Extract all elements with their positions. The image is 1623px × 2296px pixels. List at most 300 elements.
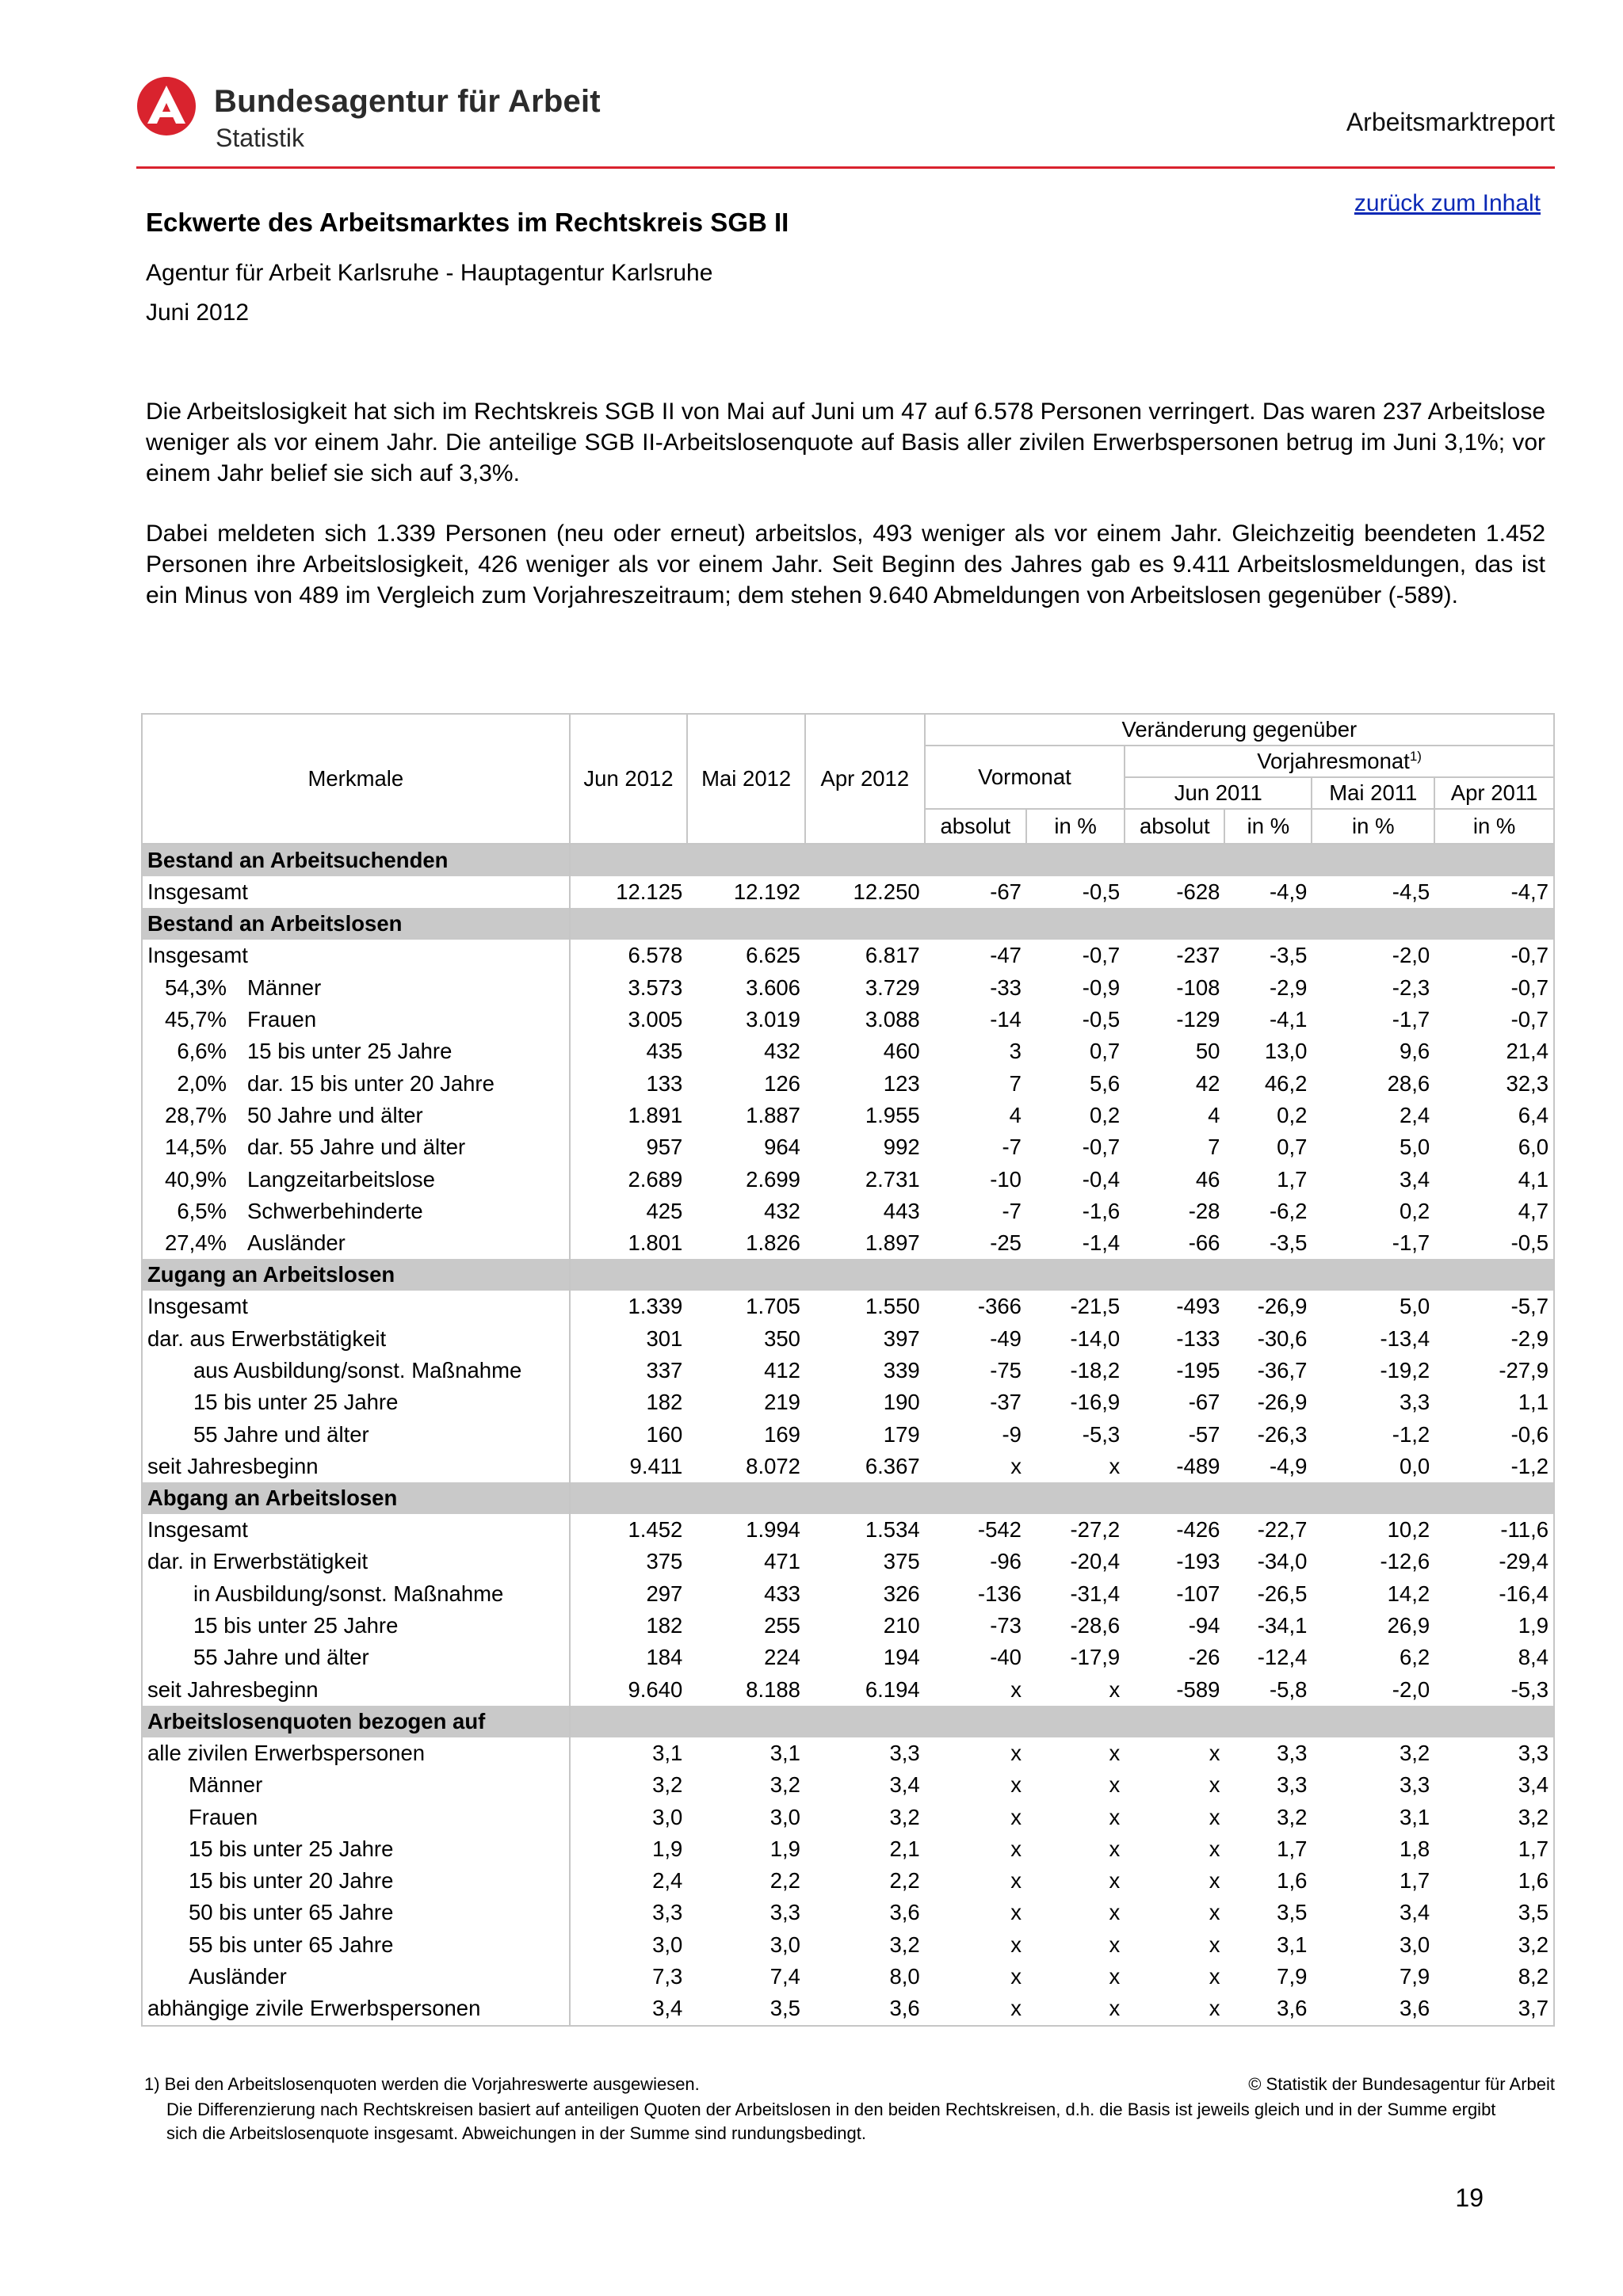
value-cell: 3.088 bbox=[865, 1007, 920, 1032]
value-cell: 12.125 bbox=[616, 879, 683, 905]
value-cell: 3,3 bbox=[889, 1740, 920, 1765]
value-cell: -5,7 bbox=[1434, 1291, 1554, 1322]
row-label-cell bbox=[142, 1546, 570, 1577]
table-row bbox=[142, 1801, 1554, 1833]
value-cell: 1.891 bbox=[628, 1102, 683, 1127]
page-header bbox=[136, 73, 1555, 170]
row-label-cell bbox=[142, 876, 570, 908]
section-row bbox=[142, 908, 1554, 940]
value-cell: -0,4 bbox=[1082, 1166, 1121, 1192]
table-row bbox=[142, 1833, 1554, 1865]
value-cell: x bbox=[1209, 1740, 1220, 1765]
value-cell: 1.801 bbox=[628, 1230, 683, 1256]
row-label: in Ausbildung/sonst. Maßnahme bbox=[193, 1581, 504, 1606]
value-cell: x bbox=[1109, 1900, 1121, 1925]
value-cell: -26,9 bbox=[1257, 1294, 1308, 1319]
col-header-mai-2011: Mai 2011 bbox=[1312, 777, 1434, 809]
value-cell: -2,3 bbox=[1392, 974, 1430, 1000]
value-cell: x bbox=[1209, 1900, 1220, 1925]
row-label: dar. in Erwerbstätigkeit bbox=[147, 1549, 369, 1574]
row-label-cell bbox=[142, 1961, 570, 1993]
value-cell: -34,1 bbox=[1257, 1613, 1308, 1638]
value-cell: 3,2 bbox=[1434, 1929, 1554, 1961]
table-row bbox=[142, 1610, 1554, 1642]
table-row bbox=[142, 1993, 1554, 2025]
value-cell: 5,0 bbox=[1399, 1294, 1430, 1319]
value-cell: 1.705 bbox=[746, 1294, 800, 1319]
value-cell: -57 bbox=[1188, 1421, 1220, 1447]
value-cell: -0,6 bbox=[1434, 1418, 1554, 1450]
value-cell: 3,4 bbox=[570, 1993, 688, 2025]
value-cell: x bbox=[925, 1993, 1026, 2025]
row-label: Langzeitarbeitslose bbox=[247, 1166, 435, 1192]
value-cell: x bbox=[1026, 1993, 1125, 2025]
value-cell: x bbox=[1010, 1676, 1022, 1702]
table-row bbox=[142, 1514, 1554, 1546]
value-cell: 1,8 bbox=[1399, 1836, 1430, 1861]
value-cell: x bbox=[1209, 1772, 1220, 1798]
value-cell: 3,0 bbox=[652, 1804, 683, 1829]
value-cell: -3,5 bbox=[1270, 1230, 1308, 1256]
table-row bbox=[142, 1035, 1554, 1067]
value-cell: 3,2 bbox=[1434, 1801, 1554, 1833]
value-cell: x bbox=[1109, 1453, 1121, 1478]
row-share-pct: 6,5% bbox=[177, 1198, 227, 1223]
value-cell: 3,1 bbox=[1399, 1804, 1430, 1829]
table-row bbox=[142, 1323, 1554, 1355]
value-cell: -11,6 bbox=[1434, 1514, 1554, 1546]
col-header-absolut: absolut bbox=[925, 809, 1026, 844]
value-cell: x bbox=[1209, 1836, 1220, 1861]
header-rule bbox=[136, 166, 1555, 169]
value-cell: -12,4 bbox=[1257, 1645, 1308, 1670]
value-cell: -4,9 bbox=[1270, 1453, 1308, 1478]
value-cell: x bbox=[1010, 1964, 1022, 1989]
value-cell: -2,0 bbox=[1392, 943, 1430, 968]
back-to-contents-link[interactable]: zurück zum Inhalt bbox=[1354, 190, 1541, 216]
value-cell: x bbox=[1109, 1868, 1121, 1894]
value-cell: -5,3 bbox=[1434, 1674, 1554, 1706]
value-cell: -26,5 bbox=[1257, 1581, 1308, 1606]
row-label-cell bbox=[142, 1355, 570, 1386]
value-cell: 3,1 bbox=[769, 1740, 800, 1765]
value-cell: 0,2 bbox=[1277, 1102, 1308, 1127]
value-cell: 5,0 bbox=[1399, 1135, 1430, 1160]
value-cell: 3,3 bbox=[1399, 1390, 1430, 1415]
value-cell: 169 bbox=[764, 1421, 800, 1447]
ba-logo-icon bbox=[136, 76, 197, 136]
value-cell: 0,7 bbox=[1089, 1039, 1121, 1064]
value-cell: 219 bbox=[764, 1390, 800, 1415]
value-cell: 1.339 bbox=[628, 1294, 683, 1319]
value-cell: 7,9 bbox=[1277, 1964, 1308, 1989]
value-cell: 992 bbox=[883, 1135, 920, 1160]
value-cell: 375 bbox=[646, 1549, 683, 1574]
value-cell: 460 bbox=[883, 1039, 920, 1064]
value-cell: -13,4 bbox=[1380, 1325, 1430, 1351]
value-cell: 3,6 bbox=[889, 1900, 920, 1925]
value-cell: 6.817 bbox=[865, 943, 920, 968]
table-row bbox=[142, 1546, 1554, 1577]
col-header-absolut: absolut bbox=[1125, 809, 1224, 844]
value-cell: 4,7 bbox=[1434, 1196, 1554, 1227]
value-cell: 3,6 bbox=[805, 1993, 925, 2025]
value-cell: 2,4 bbox=[1399, 1102, 1430, 1127]
col-header-apr-2012: Apr 2012 bbox=[805, 714, 925, 844]
value-cell: 4 bbox=[1009, 1102, 1022, 1127]
value-cell: -1,4 bbox=[1082, 1230, 1121, 1256]
row-label: 15 bis unter 25 Jahre bbox=[247, 1039, 453, 1064]
value-cell: 339 bbox=[883, 1358, 920, 1383]
table-row bbox=[142, 1897, 1554, 1928]
row-label: 55 bis unter 65 Jahre bbox=[189, 1932, 394, 1957]
value-cell: 6.194 bbox=[865, 1676, 920, 1702]
value-cell: 3,2 bbox=[889, 1804, 920, 1829]
value-cell: -94 bbox=[1188, 1613, 1220, 1638]
value-cell: 184 bbox=[646, 1645, 683, 1670]
value-cell: 194 bbox=[883, 1645, 920, 1670]
value-cell: 4,1 bbox=[1434, 1163, 1554, 1195]
table-row bbox=[142, 1100, 1554, 1131]
value-cell: 7,3 bbox=[652, 1964, 683, 1989]
value-cell: 3,7 bbox=[1434, 1993, 1554, 2025]
row-label: dar. 15 bis unter 20 Jahre bbox=[247, 1070, 495, 1096]
value-cell: 433 bbox=[764, 1581, 800, 1606]
value-cell: 123 bbox=[883, 1070, 920, 1096]
value-cell: -25 bbox=[990, 1230, 1022, 1256]
row-label: 50 Jahre und älter bbox=[247, 1102, 423, 1127]
table-row bbox=[142, 1196, 1554, 1227]
row-label: 15 bis unter 25 Jahre bbox=[189, 1836, 394, 1861]
value-cell: 8,0 bbox=[889, 1964, 920, 1989]
value-cell: 337 bbox=[646, 1358, 683, 1383]
value-cell: -26,9 bbox=[1257, 1390, 1308, 1415]
row-label: Ausländer bbox=[247, 1230, 346, 1256]
value-cell: -4,7 bbox=[1434, 876, 1554, 908]
row-label-cell bbox=[142, 1163, 570, 1195]
value-cell: -0,5 bbox=[1082, 879, 1121, 905]
table-row bbox=[142, 1451, 1554, 1482]
value-cell: x bbox=[1010, 1836, 1022, 1861]
col-header-merkmale: Merkmale bbox=[142, 714, 570, 844]
value-cell: -47 bbox=[990, 943, 1022, 968]
value-cell: 3,0 bbox=[1399, 1932, 1430, 1957]
value-cell: -0,7 bbox=[1434, 1004, 1554, 1035]
col-header-apr-2011: Apr 2011 bbox=[1434, 777, 1554, 809]
row-label: 55 Jahre und älter bbox=[193, 1645, 369, 1670]
value-cell: -5,8 bbox=[1270, 1676, 1308, 1702]
table-row bbox=[142, 1737, 1554, 1769]
row-label: 50 bis unter 65 Jahre bbox=[189, 1900, 394, 1925]
row-label-cell bbox=[142, 1674, 570, 1706]
value-cell: 957 bbox=[646, 1135, 683, 1160]
col-header-vorjahresmonat bbox=[1125, 746, 1554, 777]
row-share-pct: 40,9% bbox=[165, 1166, 227, 1192]
row-label: Ausländer bbox=[189, 1964, 287, 1989]
section-fill bbox=[570, 1259, 1554, 1291]
value-cell: 224 bbox=[764, 1645, 800, 1670]
row-label: aus Ausbildung/sonst. Maßnahme bbox=[193, 1358, 522, 1383]
row-label-cell bbox=[142, 1993, 570, 2025]
value-cell: x bbox=[1125, 1993, 1224, 2025]
value-cell: -628 bbox=[1176, 879, 1220, 905]
value-cell: 6,0 bbox=[1434, 1131, 1554, 1163]
value-cell: 3,3 bbox=[1277, 1772, 1308, 1798]
row-label: abhängige zivile Erwerbspersonen bbox=[147, 1996, 481, 2021]
row-label: 15 bis unter 25 Jahre bbox=[193, 1390, 399, 1415]
value-cell: 160 bbox=[646, 1421, 683, 1447]
value-cell: 9.640 bbox=[628, 1676, 683, 1702]
row-label-cell bbox=[142, 1196, 570, 1227]
value-cell: -34,0 bbox=[1257, 1549, 1308, 1574]
value-cell: 2,2 bbox=[769, 1868, 800, 1894]
value-cell: 3,3 bbox=[769, 1900, 800, 1925]
value-cell: 1,9 bbox=[769, 1836, 800, 1861]
row-label: seit Jahresbeginn bbox=[147, 1676, 319, 1702]
org-name: Bundesagentur für Arbeit bbox=[214, 84, 601, 119]
value-cell: -27,2 bbox=[1070, 1517, 1121, 1543]
value-cell: 0,2 bbox=[1399, 1198, 1430, 1223]
value-cell: -18,2 bbox=[1070, 1358, 1121, 1383]
value-cell: -17,9 bbox=[1070, 1645, 1121, 1670]
value-cell: 3,0 bbox=[769, 1804, 800, 1829]
value-cell: 1.826 bbox=[746, 1230, 800, 1256]
value-cell: 3,5 bbox=[1277, 1900, 1308, 1925]
col-header-vormonat: Vormonat bbox=[925, 746, 1125, 809]
value-cell: -133 bbox=[1176, 1325, 1220, 1351]
value-cell: -2,9 bbox=[1434, 1323, 1554, 1355]
table-row bbox=[142, 1929, 1554, 1961]
row-label-cell bbox=[142, 1769, 570, 1801]
value-cell: 50 bbox=[1195, 1039, 1220, 1064]
value-cell: -4,5 bbox=[1392, 879, 1430, 905]
row-label: dar. aus Erwerbstätigkeit bbox=[147, 1325, 387, 1351]
report-name: Arbeitsmarktreport bbox=[1346, 108, 1555, 136]
value-cell: x bbox=[1109, 1836, 1121, 1861]
value-cell: 1.955 bbox=[865, 1102, 920, 1127]
row-label-cell bbox=[142, 972, 570, 1004]
value-cell: -31,4 bbox=[1070, 1581, 1121, 1606]
row-label-cell bbox=[142, 1897, 570, 1928]
col-header-jun-2011: Jun 2011 bbox=[1125, 777, 1312, 809]
row-label: Insgesamt bbox=[147, 879, 248, 905]
value-cell: 6.625 bbox=[746, 943, 800, 968]
value-cell: 375 bbox=[883, 1549, 920, 1574]
row-label-cell bbox=[142, 1227, 570, 1259]
row-label: seit Jahresbeginn bbox=[147, 1453, 319, 1478]
value-cell: 3,1 bbox=[1277, 1932, 1308, 1957]
value-cell: x bbox=[1109, 1740, 1121, 1765]
value-cell: 3.606 bbox=[746, 974, 800, 1000]
value-cell: 432 bbox=[764, 1198, 800, 1223]
value-cell: -22,7 bbox=[1257, 1517, 1308, 1543]
footnote-2: Die Differenzierung nach Rechtskreisen basiert auf anteiligen Quoten der Arbeitslosen in den beiden Rechtskreisen, d.h. die Basis ist jeweils gleich und in der Summe ergibt sich die Arbeitslosenquote insgesamt. Abweichungen in der Summe sind rundungsbedingt. bbox=[166, 2100, 1496, 2143]
row-label-cell bbox=[142, 1737, 570, 1769]
value-cell: 1,7 bbox=[1277, 1166, 1308, 1192]
value-cell: 3 bbox=[1009, 1039, 1022, 1064]
row-label: Frauen bbox=[189, 1804, 258, 1829]
value-cell: 432 bbox=[764, 1039, 800, 1064]
value-cell: -28 bbox=[1188, 1198, 1220, 1223]
value-cell: 1.994 bbox=[746, 1517, 800, 1543]
row-label-cell bbox=[142, 940, 570, 971]
row-label: Männer bbox=[247, 974, 322, 1000]
value-cell: x bbox=[1209, 1932, 1220, 1957]
value-cell: -75 bbox=[990, 1358, 1022, 1383]
value-cell: 3.729 bbox=[865, 974, 920, 1000]
row-share-pct: 28,7% bbox=[165, 1102, 227, 1127]
value-cell: 190 bbox=[883, 1390, 920, 1415]
col-header-veraenderung: Veränderung gegenüber bbox=[925, 714, 1554, 746]
value-cell: -2,9 bbox=[1270, 974, 1308, 1000]
row-label: 55 Jahre und älter bbox=[193, 1421, 369, 1447]
value-cell: 350 bbox=[764, 1325, 800, 1351]
value-cell: -426 bbox=[1176, 1517, 1220, 1543]
value-cell: 12.192 bbox=[733, 879, 800, 905]
value-cell: -30,6 bbox=[1257, 1325, 1308, 1351]
section-label: Zugang an Arbeitslosen bbox=[142, 1259, 570, 1291]
value-cell: x bbox=[1109, 1932, 1121, 1957]
value-cell: 126 bbox=[764, 1070, 800, 1096]
section-label: Bestand an Arbeitsuchenden bbox=[142, 844, 570, 876]
value-cell: -2,0 bbox=[1392, 1676, 1430, 1702]
table-row bbox=[142, 940, 1554, 971]
value-cell: 3,3 bbox=[1399, 1772, 1430, 1798]
value-cell: -129 bbox=[1176, 1007, 1220, 1032]
row-label-cell bbox=[142, 1642, 570, 1673]
section-row bbox=[142, 844, 1554, 876]
value-cell: 6,2 bbox=[1399, 1645, 1430, 1670]
value-cell: 1.452 bbox=[628, 1517, 683, 1543]
section-label: Abgang an Arbeitslosen bbox=[142, 1482, 570, 1514]
value-cell: -107 bbox=[1176, 1581, 1220, 1606]
value-cell: 2.689 bbox=[628, 1166, 683, 1192]
value-cell: -1,6 bbox=[1082, 1198, 1121, 1223]
row-label-cell bbox=[142, 1131, 570, 1163]
value-cell: -6,2 bbox=[1270, 1198, 1308, 1223]
value-cell: -0,5 bbox=[1434, 1227, 1554, 1259]
row-label: Frauen bbox=[247, 1007, 317, 1032]
value-cell: 3,3 bbox=[652, 1900, 683, 1925]
value-cell: -33 bbox=[990, 974, 1022, 1000]
value-cell: -7 bbox=[1002, 1198, 1022, 1223]
value-cell: 3,2 bbox=[1399, 1740, 1430, 1765]
value-cell: 964 bbox=[764, 1135, 800, 1160]
value-cell: 3,4 bbox=[1434, 1769, 1554, 1801]
page-number: 19 bbox=[1455, 2183, 1484, 2212]
value-cell: x bbox=[1010, 1804, 1022, 1829]
value-cell: -12,6 bbox=[1380, 1549, 1430, 1574]
value-cell: -4,9 bbox=[1270, 879, 1308, 905]
value-cell: 3.019 bbox=[746, 1007, 800, 1032]
value-cell: -96 bbox=[990, 1549, 1022, 1574]
value-cell: 1,1 bbox=[1434, 1386, 1554, 1418]
table-row bbox=[142, 1291, 1554, 1322]
value-cell: 26,9 bbox=[1387, 1613, 1430, 1638]
vorjahresmonat-label: Vorjahresmonat bbox=[1257, 749, 1410, 774]
value-cell: 2,1 bbox=[889, 1836, 920, 1861]
row-label-cell bbox=[142, 1386, 570, 1418]
value-cell: -489 bbox=[1176, 1453, 1220, 1478]
value-cell: 397 bbox=[883, 1325, 920, 1351]
value-cell: -21,5 bbox=[1070, 1294, 1121, 1319]
table-row bbox=[142, 1355, 1554, 1386]
value-cell: 3,4 bbox=[889, 1772, 920, 1798]
value-cell: -1,7 bbox=[1392, 1007, 1430, 1032]
row-label-cell bbox=[142, 1418, 570, 1450]
value-cell: -20,4 bbox=[1070, 1549, 1121, 1574]
section-fill bbox=[570, 1706, 1554, 1737]
value-cell: x bbox=[1010, 1900, 1022, 1925]
table-row bbox=[142, 1578, 1554, 1610]
col-header-in-pct: in % bbox=[1434, 809, 1554, 844]
footnote-marker: 1) bbox=[1409, 748, 1422, 764]
value-cell: 1.887 bbox=[746, 1102, 800, 1127]
value-cell: -49 bbox=[990, 1325, 1022, 1351]
table-row bbox=[142, 1418, 1554, 1450]
value-cell: 3,5 bbox=[1434, 1897, 1554, 1928]
page-title: Eckwerte des Arbeitsmarktes im Rechtskreis SGB II bbox=[146, 208, 789, 237]
value-cell: 1.550 bbox=[865, 1294, 920, 1319]
value-cell: 3,5 bbox=[687, 1993, 805, 2025]
row-label-cell bbox=[142, 1514, 570, 1546]
value-cell: 1.897 bbox=[865, 1230, 920, 1256]
footnote-1 bbox=[144, 2073, 1555, 2096]
value-cell: x bbox=[1010, 1932, 1022, 1957]
section-row bbox=[142, 1259, 1554, 1291]
col-header-in-pct: in % bbox=[1224, 809, 1312, 844]
value-cell: -0,7 bbox=[1434, 972, 1554, 1004]
value-cell: -10 bbox=[990, 1166, 1022, 1192]
value-cell: -14 bbox=[990, 1007, 1022, 1032]
agency-name: Agentur für Arbeit Karlsruhe - Hauptagentur Karlsruhe bbox=[146, 260, 713, 286]
value-cell: 7,4 bbox=[769, 1964, 800, 1989]
table-row bbox=[142, 1163, 1554, 1195]
org-subname: Statistik bbox=[216, 124, 305, 152]
value-cell: 443 bbox=[883, 1198, 920, 1223]
value-cell: 12.250 bbox=[853, 879, 920, 905]
row-label-cell bbox=[142, 1578, 570, 1610]
value-cell: -9 bbox=[1002, 1421, 1022, 1447]
value-cell: x bbox=[1010, 1740, 1022, 1765]
section-fill bbox=[570, 908, 1554, 940]
value-cell: 0,2 bbox=[1089, 1102, 1121, 1127]
table-row bbox=[142, 1004, 1554, 1035]
value-cell: 255 bbox=[764, 1613, 800, 1638]
row-share-pct: 14,5% bbox=[165, 1135, 227, 1160]
value-cell: 3,0 bbox=[769, 1932, 800, 1957]
value-cell: 1,6 bbox=[1434, 1865, 1554, 1897]
value-cell: 3,2 bbox=[1277, 1804, 1308, 1829]
value-cell: -3,5 bbox=[1270, 943, 1308, 968]
value-cell: -66 bbox=[1188, 1230, 1220, 1256]
value-cell: 7 bbox=[1009, 1070, 1022, 1096]
value-cell: -493 bbox=[1176, 1294, 1220, 1319]
value-cell: 301 bbox=[646, 1325, 683, 1351]
value-cell: x bbox=[1010, 1772, 1022, 1798]
value-cell: -26 bbox=[1188, 1645, 1220, 1670]
value-cell: 8,4 bbox=[1434, 1642, 1554, 1673]
section-fill bbox=[570, 844, 1554, 876]
value-cell: 326 bbox=[883, 1581, 920, 1606]
value-cell: -27,9 bbox=[1434, 1355, 1554, 1386]
value-cell: 3,2 bbox=[652, 1772, 683, 1798]
value-cell: 9.411 bbox=[629, 1453, 683, 1478]
value-cell: -7 bbox=[1002, 1135, 1022, 1160]
value-cell: x bbox=[1010, 1453, 1022, 1478]
table-row bbox=[142, 1642, 1554, 1673]
value-cell: 7,9 bbox=[1399, 1964, 1430, 1989]
